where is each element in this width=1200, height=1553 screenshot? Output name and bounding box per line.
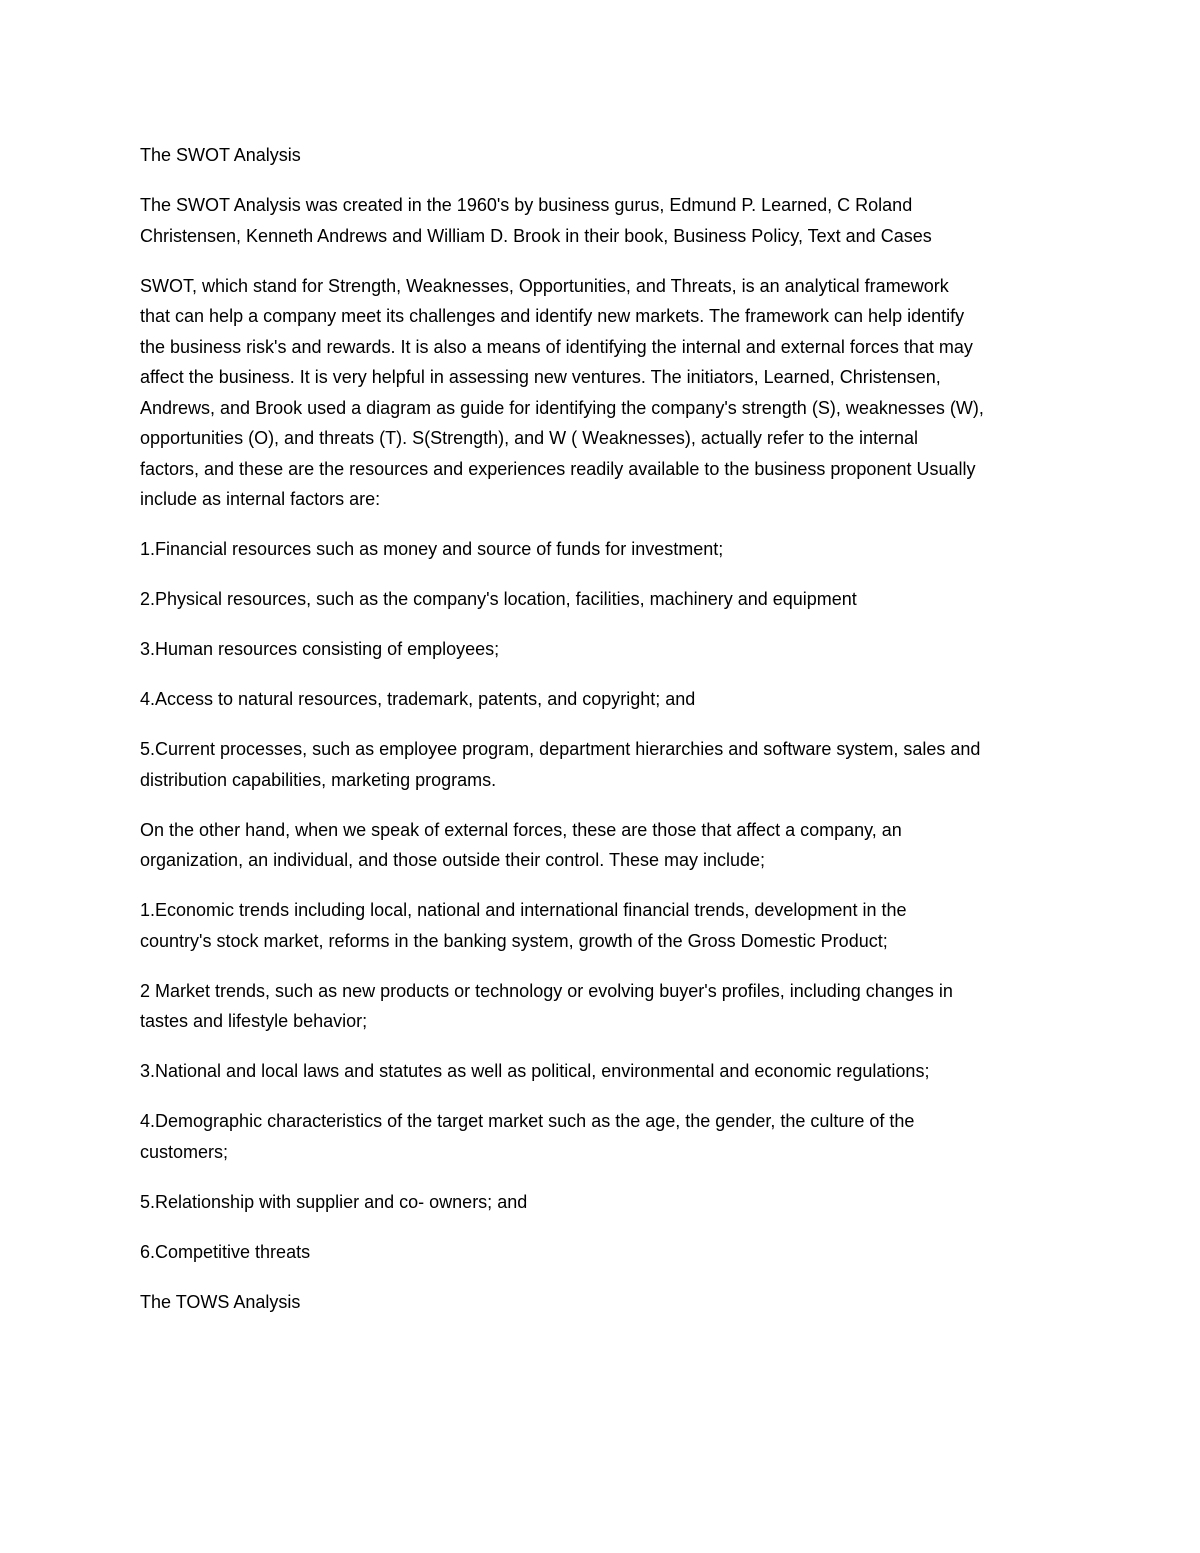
list-item-external-3 bbox=[140, 1056, 1070, 1087]
paragraph-external-forces bbox=[140, 815, 1070, 876]
text-line: include as internal factors are: bbox=[140, 489, 381, 509]
text-line: 4.Demographic characteristics of the target market such as the age, the gender, the culture of the bbox=[140, 1111, 915, 1131]
list-item-internal-1 bbox=[140, 534, 1070, 565]
text-line: affect the business. It is very helpful in assessing new ventures. The initiators, Learned, Christensen, bbox=[140, 367, 941, 387]
text-line: 1.Economic trends including local, national and international financial trends, development in the bbox=[140, 900, 907, 920]
list-item-internal-3 bbox=[140, 634, 1070, 665]
paragraph-swot-origin bbox=[140, 190, 1070, 251]
text-line: that can help a company meet its challenges and identify new markets. The framework can help identify bbox=[140, 306, 965, 326]
text-line: Andrews, and Brook used a diagram as guide for identifying the company's strength (S), weaknesses (W), bbox=[140, 397, 984, 418]
paragraph-swot-definition bbox=[140, 271, 1070, 515]
list-item-internal-2 bbox=[140, 584, 1070, 615]
text-line: Christensen, Kenneth Andrews and William D. Brook in their book, Business Policy, Text and Cases bbox=[140, 225, 932, 246]
list-item-internal-5 bbox=[140, 734, 1070, 795]
section-heading-tows bbox=[140, 1287, 1070, 1318]
text-line: 1.Financial resources such as money and source of funds for investment; bbox=[140, 539, 724, 559]
text-line: The SWOT Analysis bbox=[140, 145, 301, 165]
list-item-external-5 bbox=[140, 1187, 1070, 1218]
list-item-external-6 bbox=[140, 1237, 1070, 1268]
text-line: the business risk's and rewards. It is also a means of identifying the internal and external forces that may bbox=[140, 336, 973, 357]
document-title bbox=[140, 140, 1070, 171]
text-line: 6.Competitive threats bbox=[140, 1241, 311, 1262]
text-line: organization, an individual, and those outside their control. These may include; bbox=[140, 850, 766, 870]
text-line: 3.National and local laws and statutes as well as political, environmental and economic regulations; bbox=[140, 1061, 930, 1081]
text-line: On the other hand, when we speak of external forces, these are those that affect a company, an bbox=[140, 819, 902, 840]
text-line: opportunities (O), and threats (T). S(Strength), and W ( Weaknesses), actually refer to the internal bbox=[140, 428, 918, 448]
text-line: 3.Human resources consisting of employees; bbox=[140, 639, 500, 659]
text-line: tastes and lifestyle behavior; bbox=[140, 1011, 368, 1031]
list-item-external-1 bbox=[140, 895, 1070, 956]
document-body bbox=[140, 140, 1070, 1337]
text-line: country's stock market, reforms in the banking system, growth of the Gross Domestic Product; bbox=[140, 930, 888, 951]
text-line: distribution capabilities, marketing programs. bbox=[140, 769, 497, 790]
text-line: customers; bbox=[140, 1141, 229, 1162]
text-line: 4.Access to natural resources, trademark, patents, and copyright; and bbox=[140, 689, 696, 709]
text-line: 5.Relationship with supplier and co- owners; and bbox=[140, 1191, 528, 1212]
list-item-internal-4 bbox=[140, 684, 1070, 715]
text-line: The TOWS Analysis bbox=[140, 1291, 301, 1312]
text-line: SWOT, which stand for Strength, Weaknesses, Opportunities, and Threats, is an analytical framework bbox=[140, 275, 949, 296]
text-line: 5.Current processes, such as employee program, department hierarchies and software system, sales and bbox=[140, 739, 981, 759]
text-line: 2.Physical resources, such as the company's location, facilities, machinery and equipment bbox=[140, 589, 857, 609]
text-line: factors, and these are the resources and experiences readily available to the business proponent Usually bbox=[140, 458, 976, 479]
text-line: 2 Market trends, such as new products or technology or evolving buyer's profiles, including changes in bbox=[140, 980, 953, 1001]
list-item-external-2 bbox=[140, 976, 1070, 1037]
list-item-external-4 bbox=[140, 1106, 1070, 1167]
text-line: The SWOT Analysis was created in the 1960's by business gurus, Edmund P. Learned, C Roland bbox=[140, 195, 913, 215]
